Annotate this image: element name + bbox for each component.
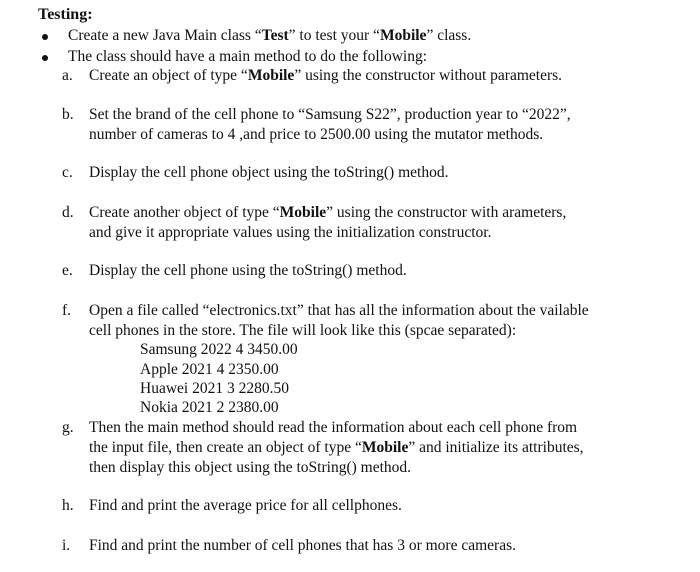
- bold-class-name: Test: [261, 27, 289, 44]
- sample-file-line: Samsung 2022 4 3450.00: [140, 341, 298, 358]
- step-text: Display the cell phone object using the toString() method.: [89, 164, 449, 181]
- text-segment: ” and initialize its attributes,: [408, 439, 584, 456]
- text-segment: Create a new Java Main class “: [68, 27, 262, 44]
- sample-file-line: Apple 2021 4 2350.00: [140, 361, 279, 378]
- step-letter: a.: [62, 67, 73, 84]
- step-text: Find and print the average price for all cellphones.: [89, 497, 402, 514]
- step-letter: c.: [62, 164, 73, 181]
- text-segment: ” to test your “: [288, 27, 380, 44]
- step-letter: i.: [62, 537, 71, 554]
- bullet-text: [68, 27, 471, 45]
- step-text-line-1: Then the main method should read the information about each cell phone from: [89, 419, 578, 436]
- bold-class-name: Mobile: [361, 439, 409, 456]
- step-text-line-2: cell phones in the store. The file will look like this (spcae separated):: [89, 322, 517, 339]
- text-segment: Create another object of type “: [89, 204, 280, 221]
- step-letter: g.: [62, 419, 74, 436]
- step-text: Display the cell phone using the toString() method.: [89, 262, 407, 279]
- bold-class-name: Mobile: [279, 204, 327, 221]
- bullet-dot-icon: [42, 34, 48, 40]
- step-text-line-2: and give it appropriate values using the initialization constructor.: [89, 224, 492, 241]
- sample-file-line: Nokia 2021 2 2380.00: [140, 399, 279, 416]
- sample-file-line: Huawei 2021 3 2280.50: [140, 380, 289, 397]
- text-segment: ” using the constructor without parameters.: [294, 67, 563, 84]
- step-text-line-1: Open a file called “electronics.txt” that has all the information about the vailable: [89, 302, 589, 319]
- text-segment: ” class.: [426, 27, 472, 44]
- step-letter: e.: [62, 262, 73, 279]
- step-text: Find and print the number of cell phones that has 3 or more cameras.: [89, 537, 516, 554]
- bullet-dot-icon: [42, 55, 48, 61]
- step-text: [89, 67, 562, 85]
- step-text-line-1: [89, 204, 566, 222]
- bold-class-name: Mobile: [379, 27, 427, 44]
- text-segment: ” using the constructor with arameters,: [326, 204, 567, 221]
- step-letter: h.: [62, 497, 74, 514]
- step-letter: b.: [62, 106, 74, 123]
- step-letter: f.: [62, 302, 72, 319]
- bold-class-name: Mobile: [247, 67, 295, 84]
- step-text-line-2: [89, 439, 584, 457]
- step-text-line-2: number of cameras to 4 ,and price to 2500.00 using the mutator methods.: [89, 126, 544, 143]
- step-text-line-1: Set the brand of the cell phone to “Samsung S22”, production year to “2022”,: [89, 106, 571, 123]
- bullet-text: The class should have a main method to do the following:: [68, 48, 428, 65]
- text-segment: the input file, then create an object of type “: [89, 439, 362, 456]
- step-text-line-3: then display this object using the toString() method.: [89, 459, 412, 476]
- section-heading: Testing:: [38, 6, 93, 23]
- step-letter: d.: [62, 204, 74, 221]
- text-segment: Create an object of type “: [89, 67, 248, 84]
